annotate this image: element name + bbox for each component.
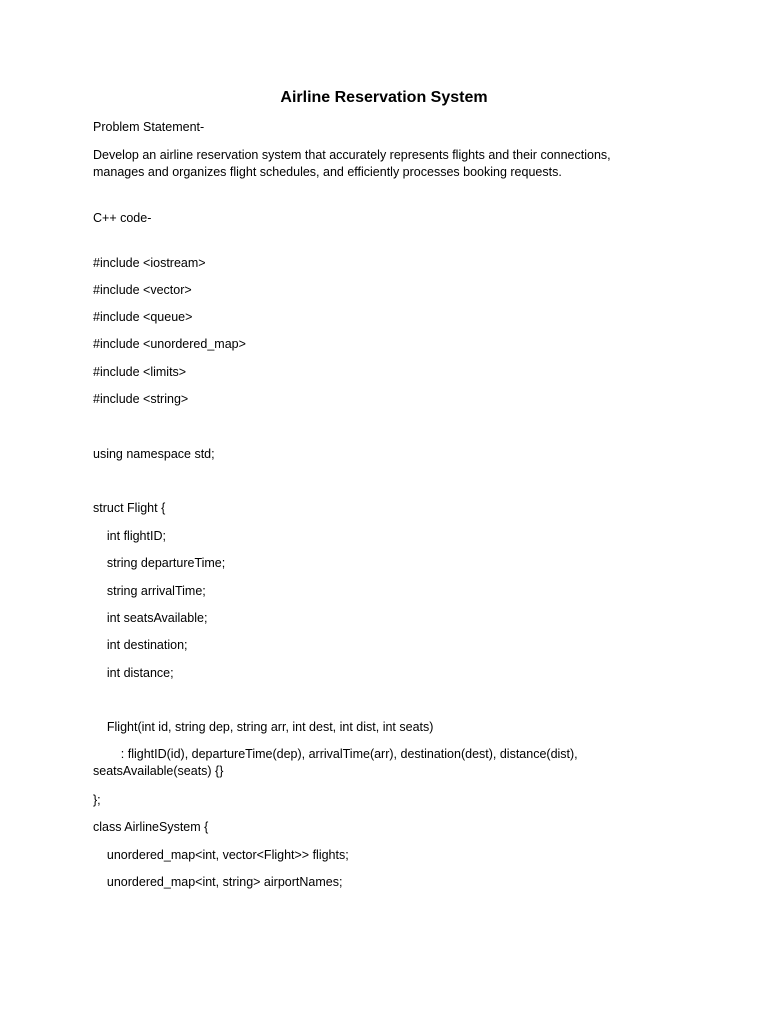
code-line: int destination;	[93, 638, 188, 652]
code-heading: C++ code-	[93, 211, 152, 225]
code-line: unordered_map<int, string> airportNames;	[93, 875, 343, 889]
code-line: };	[93, 793, 101, 807]
code-line: unordered_map<int, vector<Flight>> flights;	[93, 848, 349, 862]
code-line: class AirlineSystem {	[93, 820, 209, 834]
code-line: using namespace std;	[93, 447, 215, 461]
code-line: int flightID;	[93, 529, 166, 543]
code-line: string arrivalTime;	[93, 584, 206, 598]
document-title: Airline Reservation System	[280, 89, 488, 106]
problem-heading: Problem Statement-	[93, 120, 205, 134]
code-line: #include <unordered_map>	[93, 337, 246, 351]
code-line: #include <iostream>	[93, 256, 206, 270]
code-line: int seatsAvailable;	[93, 611, 208, 625]
code-line: Flight(int id, string dep, string arr, int dest, int dist, int seats)	[93, 720, 434, 734]
code-line: #include <vector>	[93, 283, 192, 297]
code-line: string departureTime;	[93, 556, 226, 570]
code-line: #include <limits>	[93, 365, 187, 379]
code-line: int distance;	[93, 666, 174, 680]
code-line: #include <string>	[93, 392, 189, 406]
problem-text: Develop an airline reservation system that accurately represents flights and their connections, manages and organizes flight schedules, and efficiently processes booking requests.	[93, 148, 611, 179]
code-line: #include <queue>	[93, 310, 193, 324]
code-line: struct Flight {	[93, 501, 166, 515]
code-line: : flightID(id), departureTime(dep), arrivalTime(arr), destination(dest), distance(dist), seatsAvailable(seats) {}	[93, 747, 582, 778]
